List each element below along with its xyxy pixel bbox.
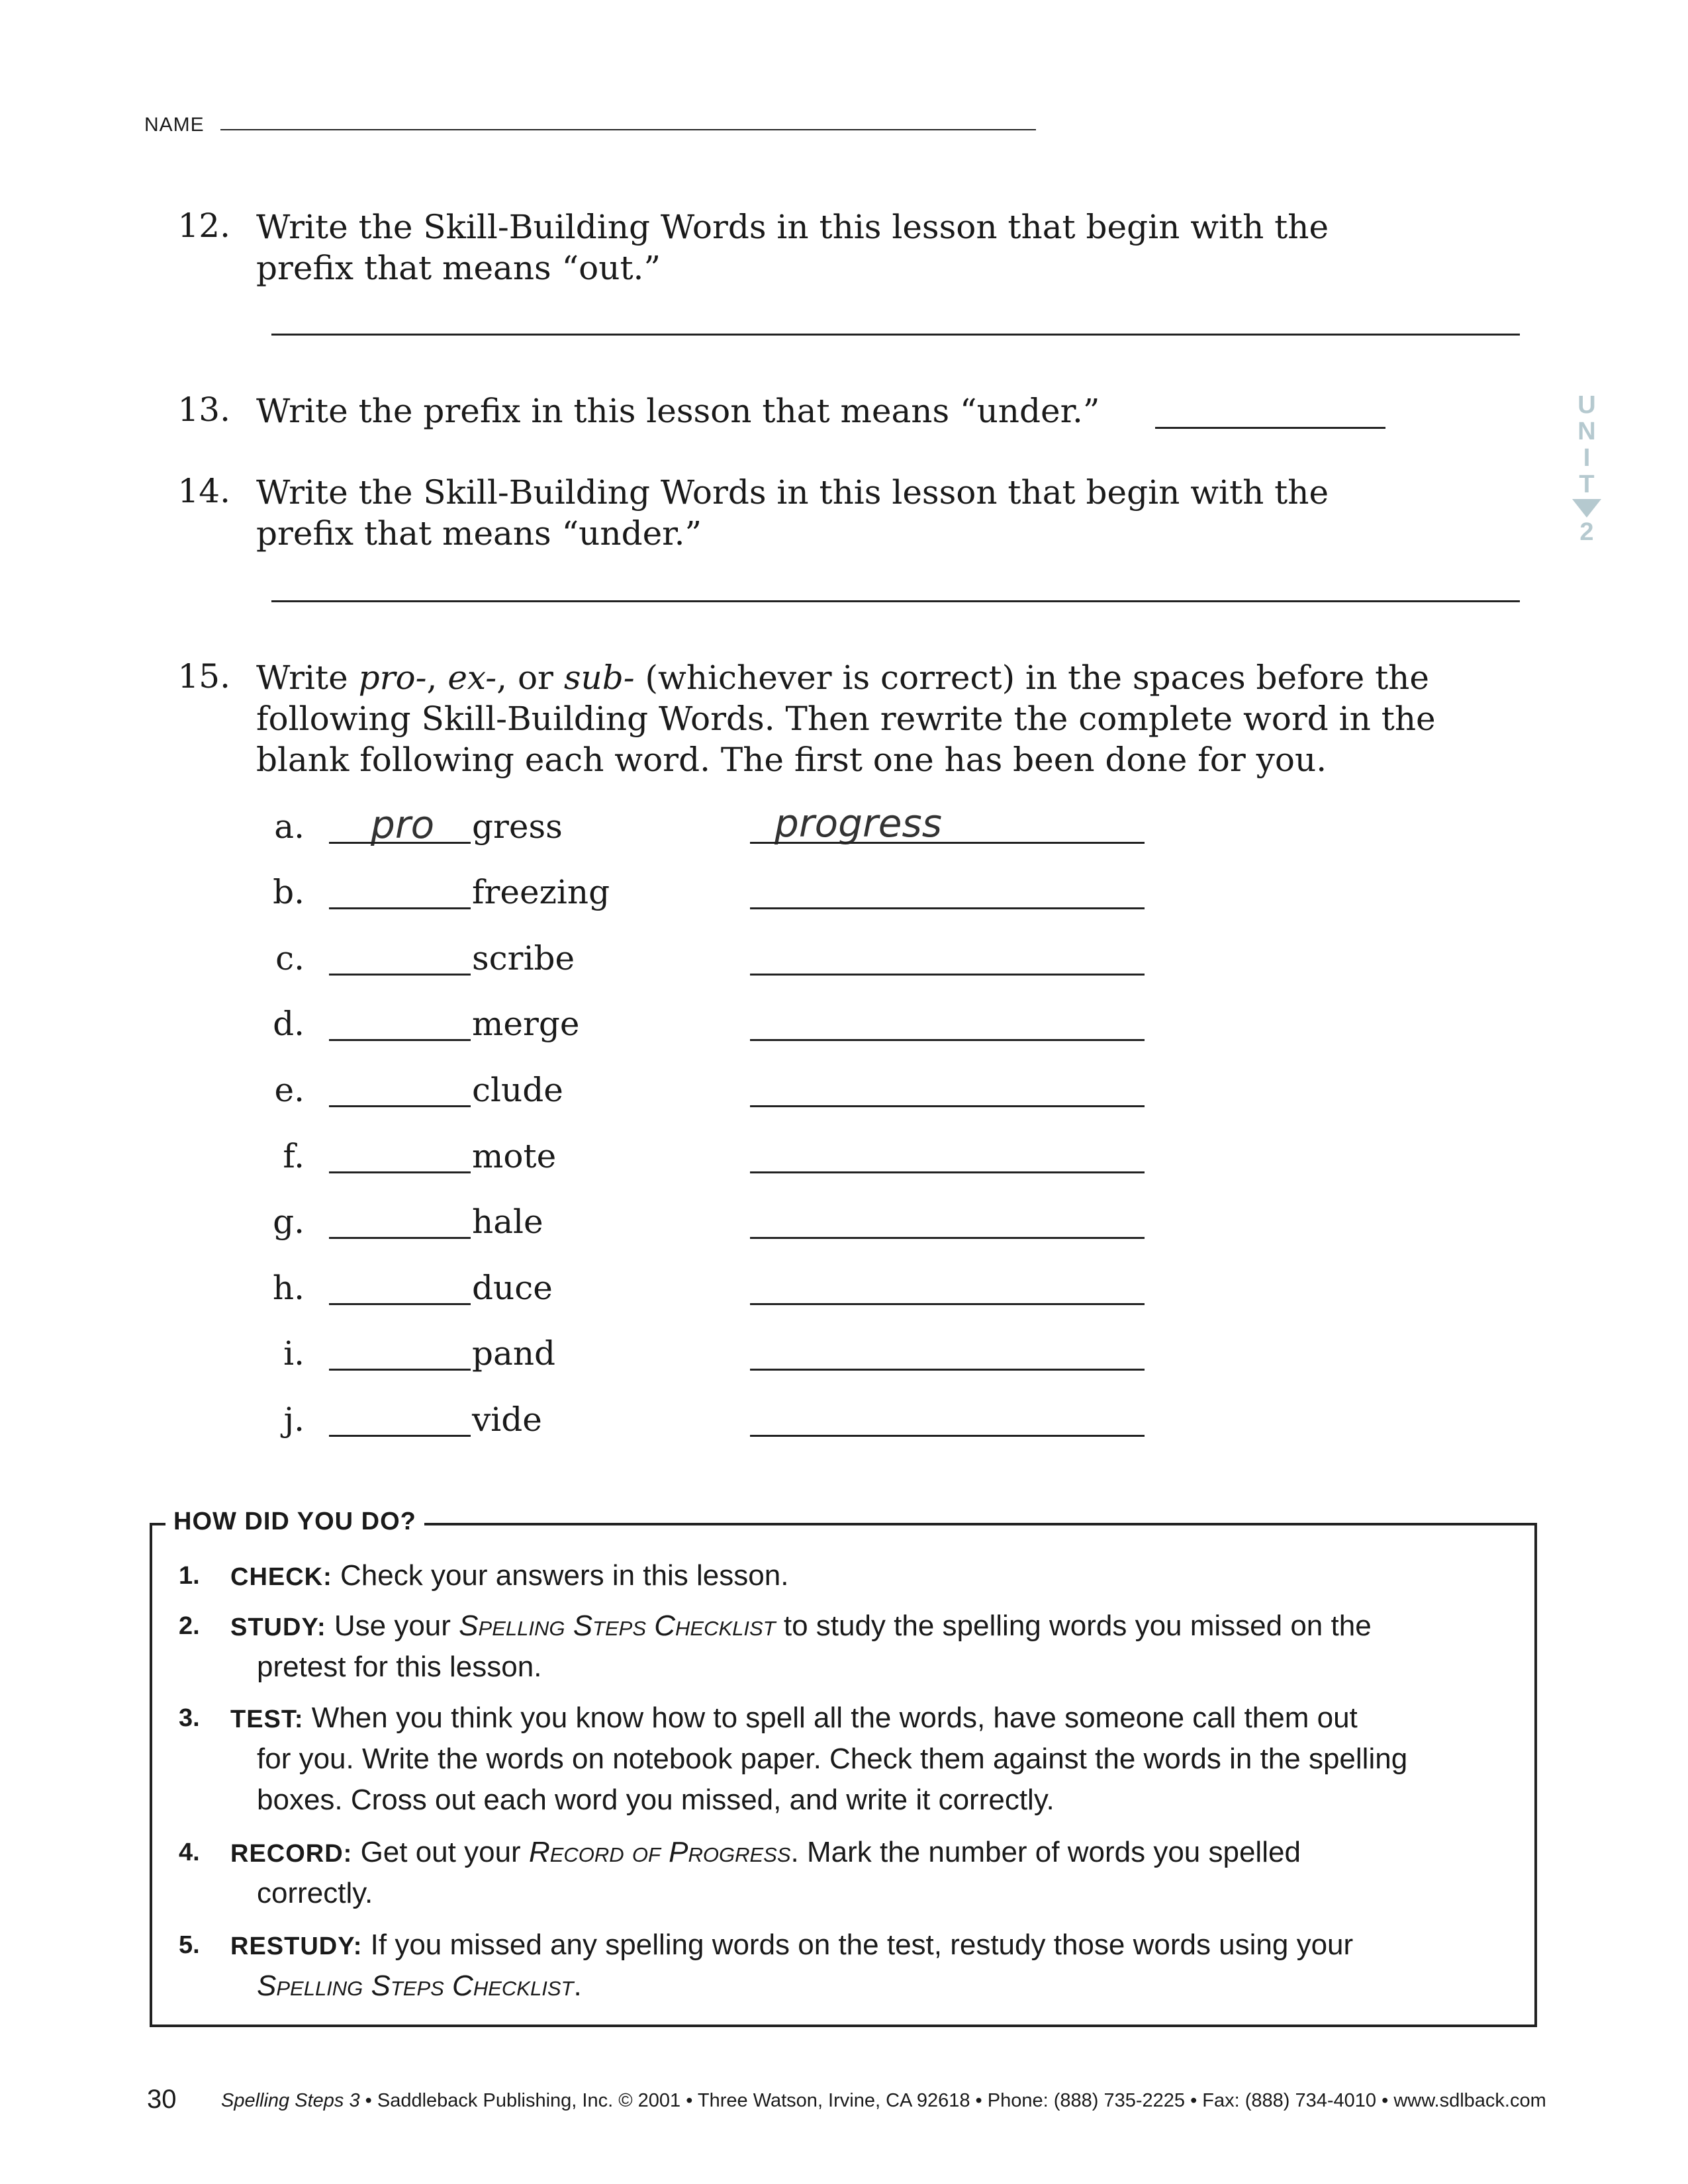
word-stem: duce — [472, 1269, 553, 1307]
answer-line-14[interactable] — [271, 600, 1520, 602]
word-stem: merge — [472, 1005, 580, 1043]
item-letter: e. — [274, 1071, 305, 1109]
step-body: for you. Write the words on notebook paper. Check them against the words in the spelling — [257, 1743, 1408, 1775]
unit-tab — [1570, 392, 1603, 545]
question-number: 12. — [177, 206, 230, 245]
word-blank[interactable] — [750, 1105, 1145, 1107]
checklist-reference: Spelling Steps Checklist — [257, 1970, 574, 2002]
question-line: Write pro-, ex-, or sub- (whichever is correct) in the spaces before the — [256, 659, 1429, 697]
question-13-text: Write the prefix in this lesson that means “under.” — [256, 392, 1100, 430]
step-number: 3. — [179, 1704, 200, 1732]
step-body: boxes. Cross out each word you missed, and write it correctly. — [257, 1784, 1055, 1816]
word-blank[interactable] — [750, 907, 1145, 909]
step-body — [230, 1647, 1503, 1688]
list-item — [0, 1137, 1192, 1183]
prefix-blank[interactable] — [329, 1171, 471, 1173]
prefix-blank[interactable] — [329, 1237, 471, 1239]
unit-letter: N — [1577, 418, 1596, 445]
word-stem: freezing — [472, 873, 610, 911]
prefix-answer-handwritten: pro — [371, 802, 435, 847]
item-letter: b. — [273, 873, 305, 911]
unit-letter: I — [1583, 444, 1591, 472]
question-15-text — [256, 657, 1436, 780]
prefix-pro: pro- — [358, 659, 427, 697]
question-line: Write the Skill-Building Words in this lesson that begin with the — [256, 208, 1329, 246]
step-text: Use your — [334, 1610, 451, 1642]
publisher-info: • Saddleback Publishing, Inc. © 2001 • Three Watson, Irvine, CA 92618 • Phone: (888) 735-2225 • Fax: (888) 734-4010 • www.sdlback.com — [365, 2090, 1546, 2111]
list-item — [0, 1269, 1192, 1315]
step-text: When you think you know how to spell all the words, have someone call them out — [311, 1702, 1358, 1734]
word-stem: hale — [472, 1203, 543, 1241]
word-stem: scribe — [472, 939, 575, 978]
how-did-you-do-title: HOW DID YOU DO? — [165, 1508, 424, 1536]
step-text: Get out your — [360, 1836, 521, 1868]
word-blank[interactable] — [750, 1171, 1145, 1173]
step-text: pretest for this lesson. — [257, 1651, 542, 1683]
prefix-ex: ex- — [447, 659, 497, 697]
item-letter: c. — [275, 939, 305, 978]
item-letter: j. — [283, 1400, 305, 1439]
word-blank[interactable] — [750, 842, 1145, 844]
step-text: If you missed any spelling words on the test, restudy those words using your — [370, 1929, 1354, 1961]
prefix-blank[interactable] — [329, 907, 471, 909]
step-label: TEST: — [230, 1706, 304, 1733]
word-blank[interactable] — [750, 1303, 1145, 1305]
question-line: blank following each word. The first one has been done for you. — [256, 741, 1327, 779]
list-item — [0, 1005, 1192, 1051]
book-title: Spelling Steps 3 — [221, 2090, 360, 2111]
prefix-blank[interactable] — [329, 1039, 471, 1041]
step-number: 2. — [179, 1612, 200, 1640]
step-body — [230, 1555, 1503, 1598]
list-item — [0, 1071, 1192, 1117]
record-reference: Record of Progress — [528, 1836, 791, 1868]
word: (whichever is correct) in the spaces before the — [645, 659, 1429, 697]
name-field[interactable] — [220, 129, 1036, 130]
step-body — [230, 1606, 1503, 1648]
step-text: Check your answers in this lesson. — [340, 1559, 789, 1592]
answer-line-12[interactable] — [271, 334, 1520, 336]
word-blank[interactable] — [750, 974, 1145, 976]
item-letter: h. — [272, 1269, 305, 1307]
item-letter: f. — [283, 1137, 305, 1175]
question-12-text — [256, 206, 1329, 289]
word-stem: pand — [472, 1334, 556, 1373]
list-item — [0, 801, 1192, 854]
word: or — [517, 659, 553, 697]
unit-letter: U — [1577, 391, 1596, 419]
answer-line-13[interactable] — [1155, 427, 1385, 429]
step-label: CHECK: — [230, 1563, 332, 1591]
question-line: prefix that means “under.” — [256, 514, 702, 553]
step-text: to study the spelling words you missed on the — [783, 1610, 1372, 1642]
prefix-blank[interactable] — [329, 1303, 471, 1305]
word-stem: vide — [472, 1400, 542, 1439]
prefix-blank[interactable] — [329, 1435, 471, 1437]
word-stem: mote — [472, 1137, 557, 1175]
step-number: 1. — [179, 1562, 200, 1590]
page-number: 30 — [147, 2085, 177, 2114]
prefix-sub: sub- — [563, 659, 635, 697]
name-label: NAME — [144, 114, 205, 136]
unit-number: 2 — [1579, 518, 1594, 546]
question-line: prefix that means “out.” — [256, 249, 661, 287]
list-item — [0, 873, 1192, 919]
list-item — [0, 1334, 1192, 1381]
checklist-reference: Spelling Steps Checklist — [459, 1610, 776, 1642]
word-blank[interactable] — [750, 1435, 1145, 1437]
step-body — [230, 1925, 1503, 1967]
word-stem: gress — [472, 807, 563, 846]
word-blank[interactable] — [750, 1039, 1145, 1041]
step-label: STUDY: — [230, 1614, 326, 1641]
step-text: . Mark the number of words you spelled — [790, 1836, 1301, 1868]
step-label: RESTUDY: — [230, 1933, 363, 1960]
step-body — [230, 1832, 1503, 1874]
step-body — [230, 1966, 1503, 2007]
step-number: 4. — [179, 1839, 200, 1866]
list-item — [0, 1203, 1192, 1249]
question-number: 13. — [177, 390, 230, 429]
triangle-icon — [1572, 499, 1601, 518]
list-item — [0, 939, 1192, 985]
item-letter: a. — [274, 807, 305, 846]
item-letter: g. — [273, 1203, 305, 1241]
step-body: correctly. — [257, 1877, 373, 1909]
step-text: . — [573, 1970, 582, 2002]
prefix-blank[interactable] — [329, 974, 471, 976]
question-number: 15. — [177, 657, 230, 696]
question-line: following Skill-Building Words. Then rewrite the complete word in the — [256, 700, 1436, 738]
word-stem: clude — [472, 1071, 563, 1109]
word-answer-handwritten: progress — [774, 801, 942, 846]
question-line: Write the Skill-Building Words in this lesson that begin with the — [256, 473, 1329, 512]
prefix-blank[interactable] — [329, 1105, 471, 1107]
prefix-blank[interactable] — [329, 842, 471, 844]
item-letter: d. — [273, 1005, 305, 1043]
word-blank[interactable] — [750, 1369, 1145, 1371]
footer-credits — [221, 2090, 1546, 2112]
question-number: 14. — [177, 472, 230, 510]
step-body — [230, 1698, 1503, 1740]
word: Write — [256, 659, 348, 697]
list-item — [0, 1400, 1192, 1447]
unit-letter: T — [1579, 471, 1595, 498]
question-14-text — [256, 472, 1329, 554]
step-number: 5. — [179, 1931, 200, 1959]
step-label: RECORD: — [230, 1840, 353, 1868]
prefix-blank[interactable] — [329, 1369, 471, 1371]
word-blank[interactable] — [750, 1237, 1145, 1239]
item-letter: i. — [283, 1334, 305, 1373]
